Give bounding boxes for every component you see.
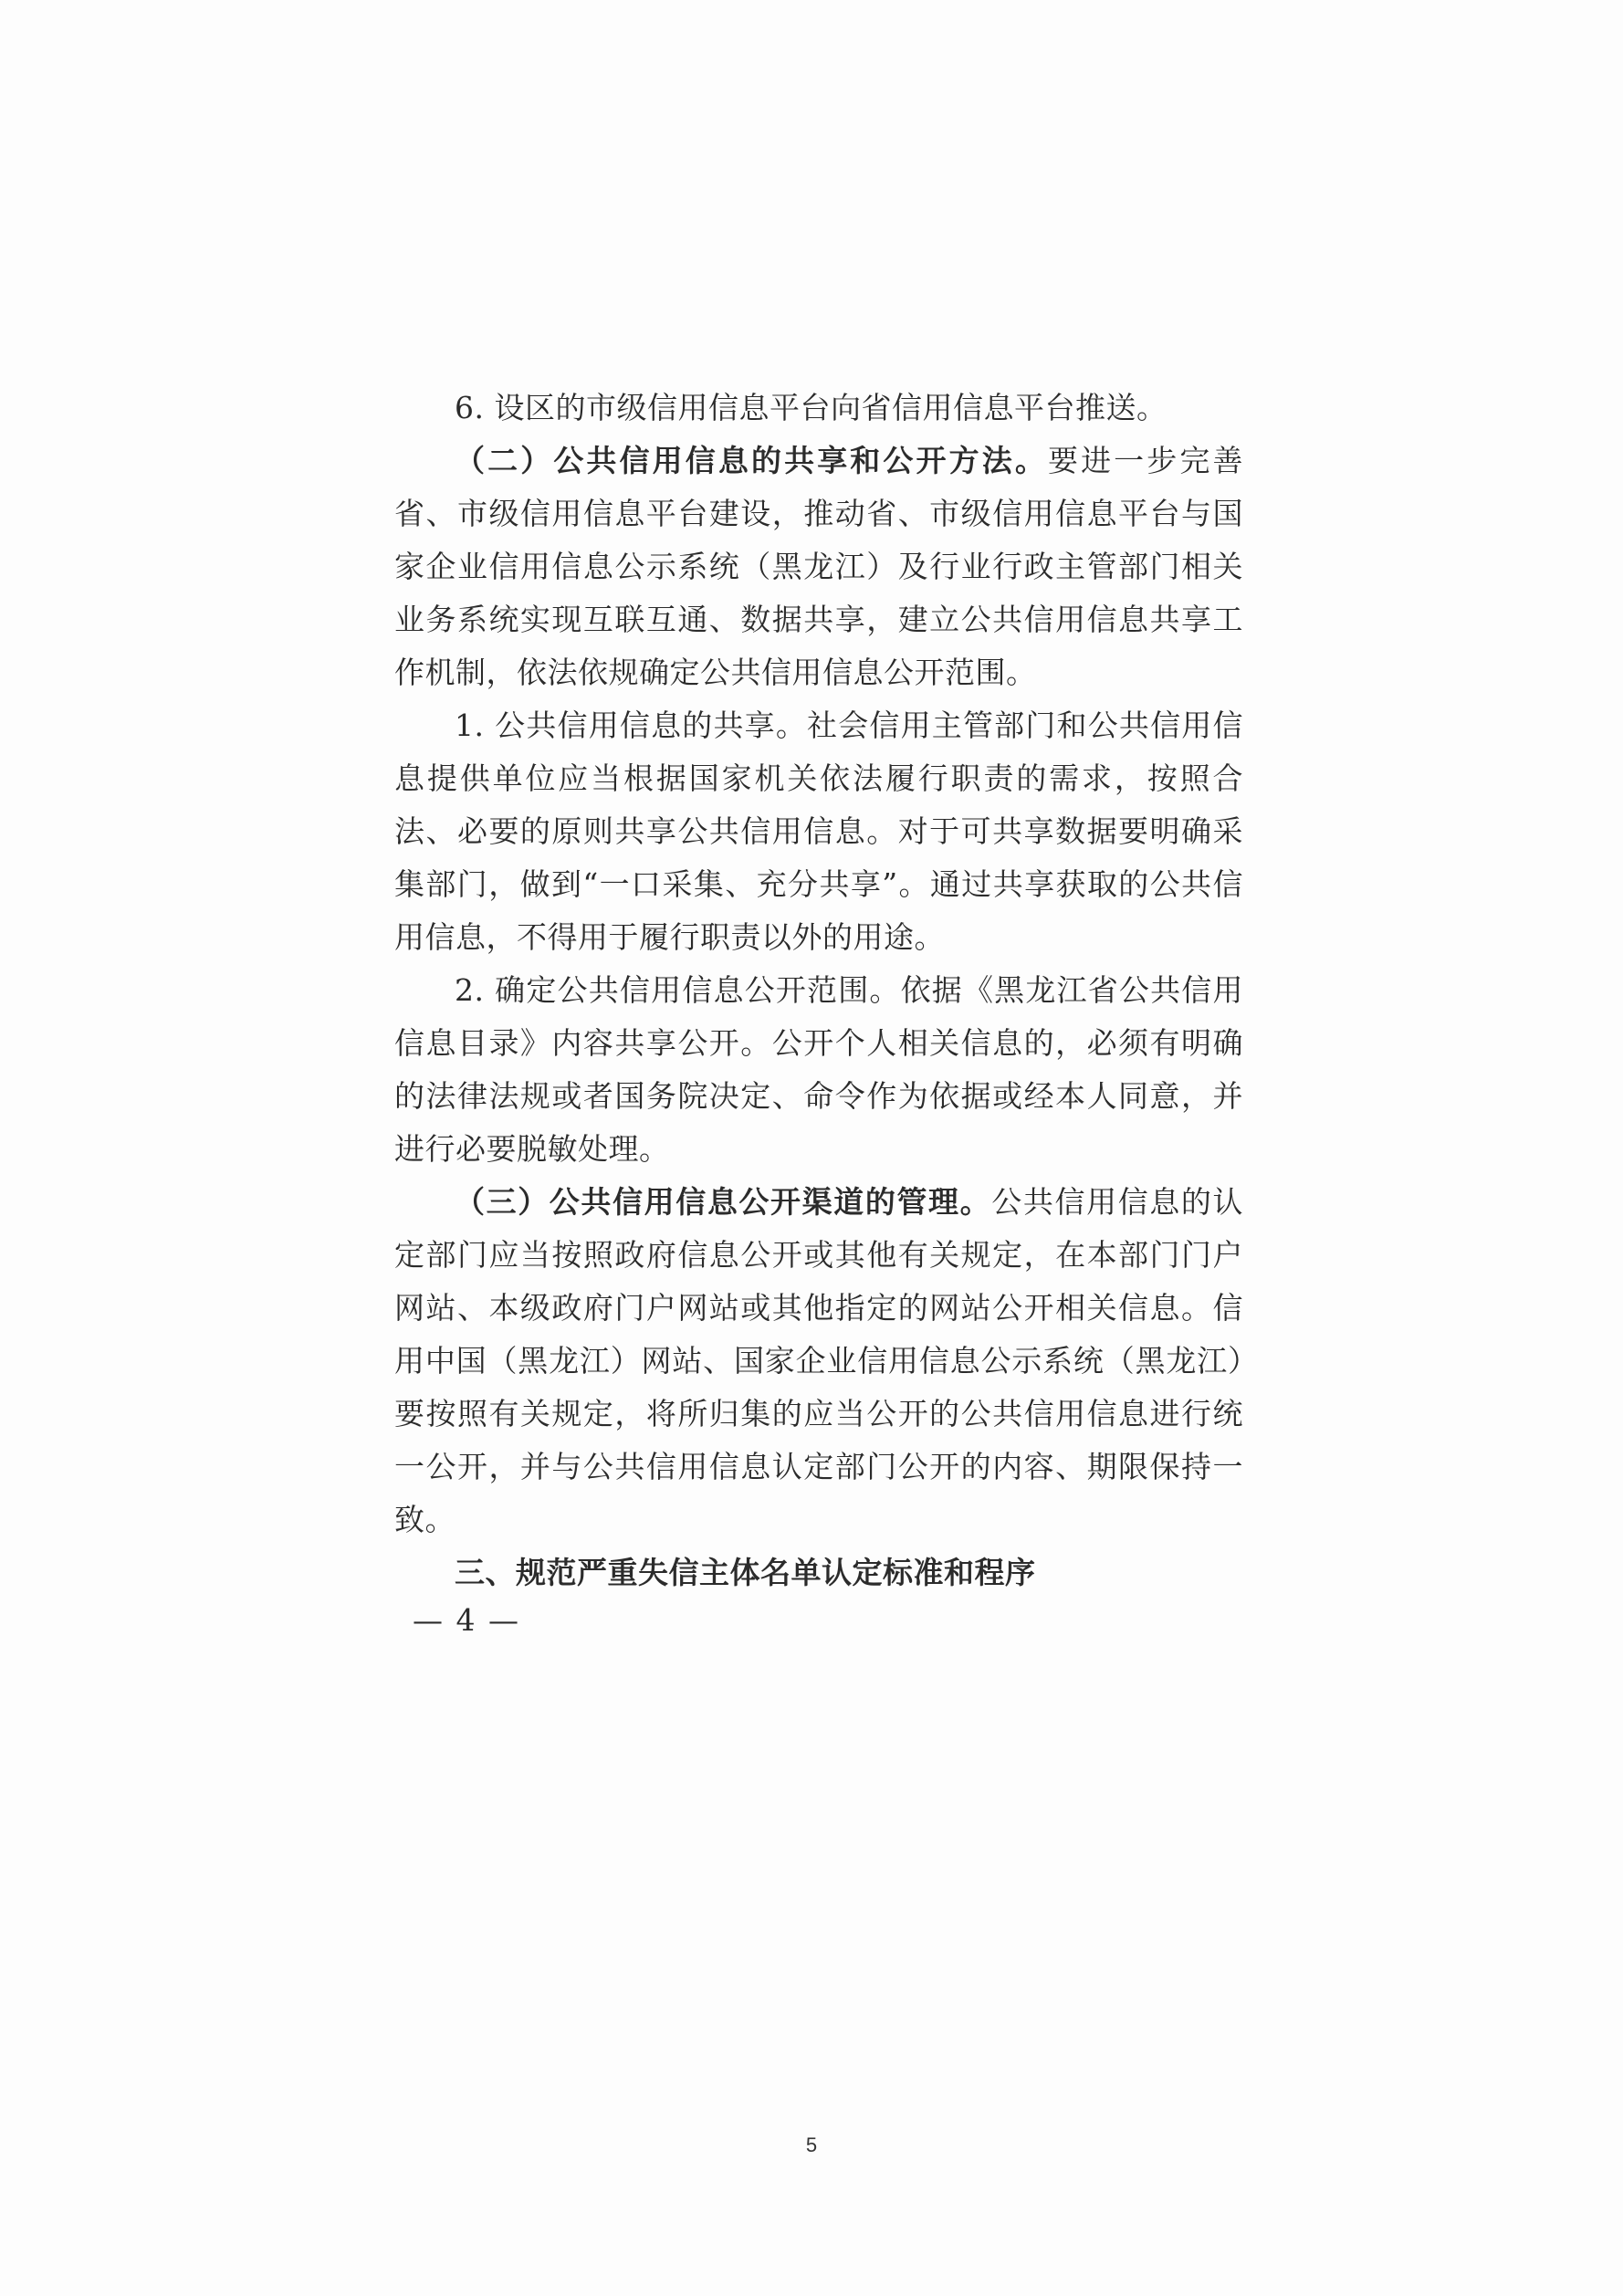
paragraph-section-2 [394,435,1243,699]
paragraph-text: 6. 设区的市级信用信息平台向省信用信息平台推送。 [455,390,1168,425]
pdf-page-number: 5 [805,2133,818,2156]
section-heading: 三、规范严重失信主体名单认定标准和程序 [455,1555,1036,1590]
paragraph-item-1 [394,699,1243,964]
paragraph-text: 1. 公共信用信息的共享。社会信用主管部门和公共信用信息提供单位应当根据国家机关依法履行职责的需求，按照合法、必要的原则共享公共信用信息。对于可共享数据要明确采集部门，做到“一口采集、充分共享”。通过共享获取的公共信用信息，不得用于履行职责以外的用途。 [394,708,1243,955]
page-footer-number: — 4 — [413,1602,520,1638]
document-body [394,382,1243,1599]
paragraph-section-3 [394,1176,1243,1546]
paragraph-text: 2. 确定公共信用信息公开范围。依据《黑龙江省公共信用信息目录》内容共享公开。公开个人相关信息的，必须有明确的法律法规或者国务院决定、命令作为依据或经本人同意，并进行必要脱敏处理。 [394,972,1243,1167]
paragraph-item-6 [394,382,1243,435]
subsection-heading: （二）公共信用信息的共享和公开方法。 [455,443,1048,478]
paragraph-text: 要进一步完善省、市级信用信息平台建设，推动省、市级信用信息平台与国家企业信用信息公示系统（黑龙江）及行业行政主管部门相关业务系统实现互联互通、数据共享，建立公共信用信息共享工作机制，依法依规确定公共信用信息公开范围。 [394,443,1244,690]
paragraph-text: 公共信用信息的认定部门应当按照政府信息公开或其他有关规定，在本部门门户网站、本级政府门户网站或其他指定的网站公开相关信息。信用中国（黑龙江）网站、国家企业信用信息公示系统（黑龙江）要按照有关规定，将所归集的应当公开的公共信用信息进行统一公开，并与公共信用信息认定部门公开的内容、期限保持一致。 [394,1184,1244,1537]
paragraph-item-2 [394,964,1243,1176]
subsection-heading: （三）公共信用信息公开渠道的管理。 [455,1184,992,1220]
